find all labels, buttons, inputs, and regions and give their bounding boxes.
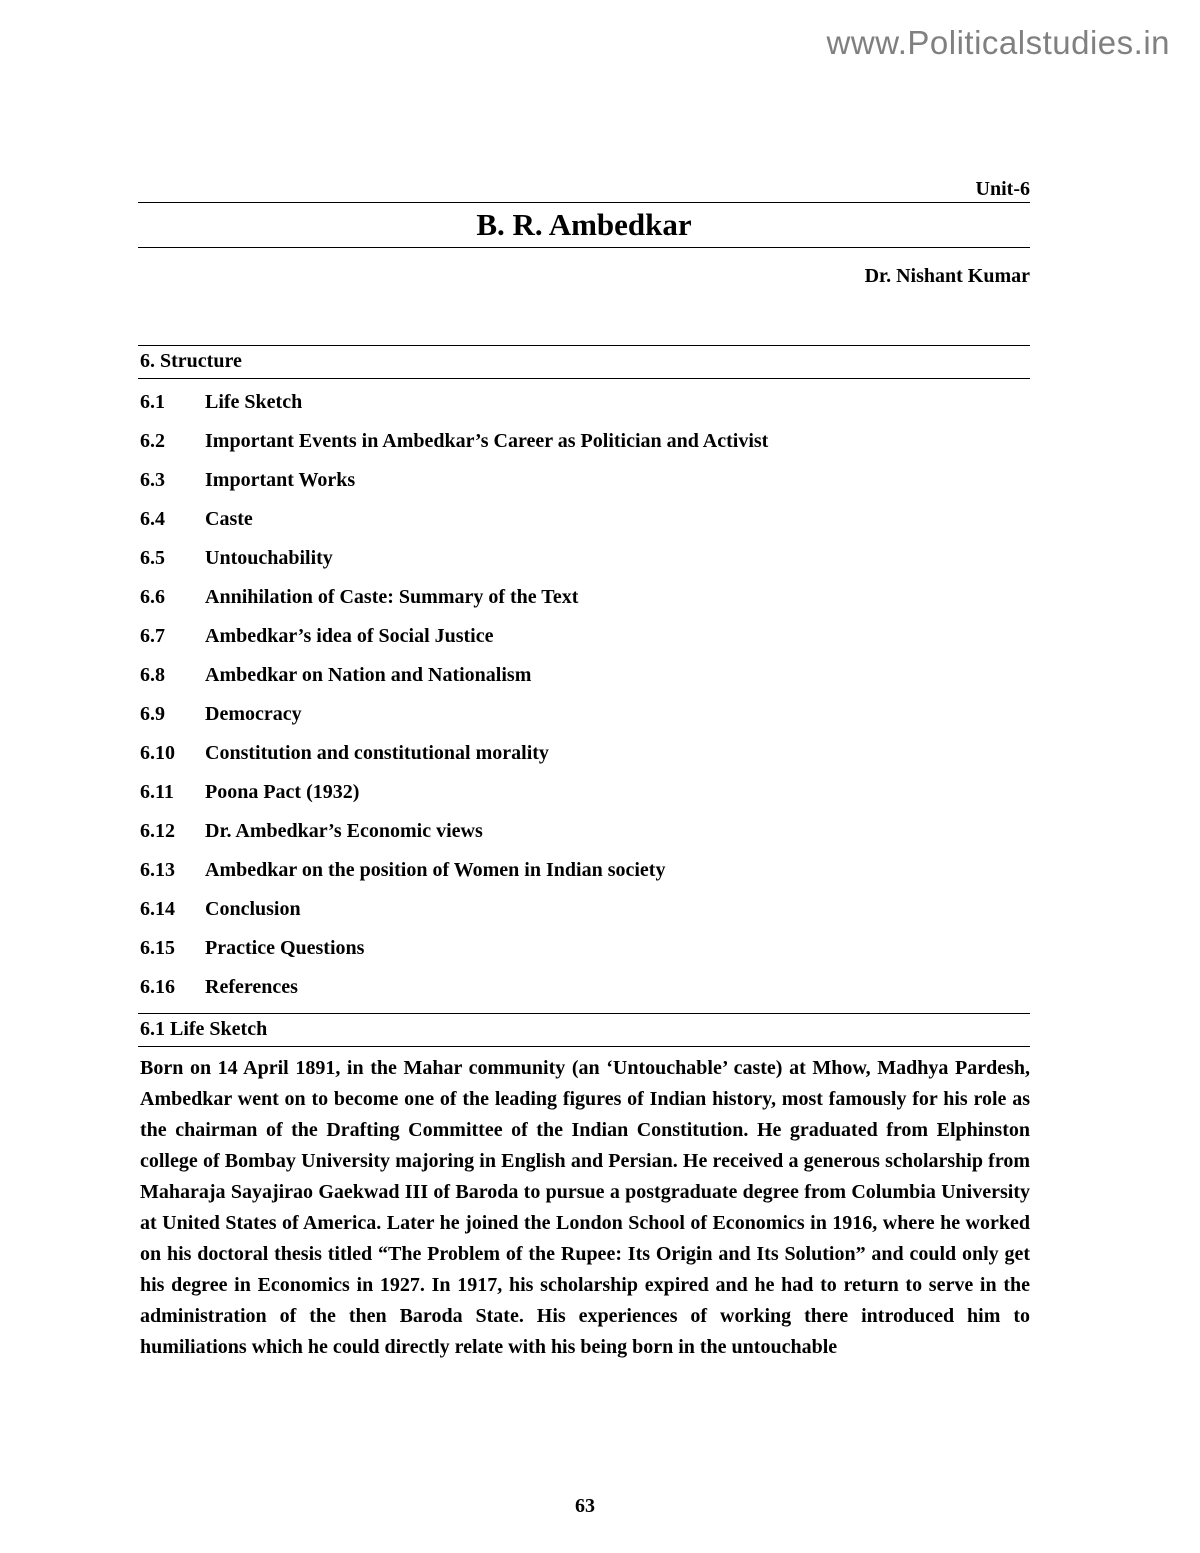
structure-item-label: Constitution and constitutional morality [205,742,549,764]
structure-item-label: Important Events in Ambedkar’s Career as Politician and Activist [205,430,769,452]
structure-item [138,812,1030,851]
structure-list [138,383,1030,1007]
structure-item-label: Ambedkar on Nation and Nationalism [205,664,532,686]
structure-item-number: 6.10 [140,742,175,764]
structure-item-label: Practice Questions [205,937,365,959]
page-content [138,176,1030,1363]
author-name: Dr. Nishant Kumar [864,265,1030,287]
structure-item-label: Conclusion [205,898,301,920]
structure-item [138,734,1030,773]
structure-item [138,695,1030,734]
structure-item-label: Untouchability [205,547,333,569]
structure-item [138,500,1030,539]
structure-item [138,773,1030,812]
structure-item-number: 6.15 [140,937,175,959]
life-sketch-bottom-rule [138,1046,1030,1047]
structure-item-number: 6.4 [140,508,165,530]
structure-item [138,383,1030,422]
structure-item [138,461,1030,500]
structure-item [138,578,1030,617]
life-sketch-heading: 6.1 Life Sketch [140,1018,268,1040]
structure-item [138,929,1030,968]
structure-item-label: Life Sketch [205,391,303,413]
structure-item-number: 6.8 [140,664,165,686]
title-rule [138,247,1030,248]
structure-item-number: 6.2 [140,430,165,452]
structure-item [138,656,1030,695]
structure-item-number: 6.11 [140,781,174,803]
life-sketch-paragraph: Born on 14 April 1891, in the Mahar community (an ‘Untouchable’ caste) at Mhow, Madhya Pardesh, Ambedkar went on to become one of the leading figures of Indian history, most famously for his role as the chairman of the Drafting Committee of the Indian Constitution. He graduated from Elphinston college of Bombay University majoring in English and Persian. He received a generous scholarship from Maharaja Sayajirao Gaekwad III of Baroda to pursue a postgraduate degree from Columbia University at United States of America. Later he joined the London School of Economics in 1916, where he worked on his doctoral thesis titled “The Problem of the Rupee: Its Origin and Its Solution” and could only get his degree in Economics in 1927. In 1917, his scholarship expired and he had to return to serve in the administration of the then Baroda State. His experiences of working there introduced him to humiliations which he could directly relate with his being born in the untouchable [140,1057,1030,1358]
structure-item-number: 6.7 [140,625,165,647]
structure-bottom-rule [138,378,1030,379]
structure-item [138,851,1030,890]
structure-heading: 6. Structure [140,350,242,372]
structure-item-number: 6.5 [140,547,165,569]
page-number: 63 [575,1495,595,1517]
unit-label: Unit-6 [975,178,1030,200]
structure-item-number: 6.9 [140,703,165,725]
structure-item-number: 6.1 [140,391,165,413]
structure-item-label: Poona Pact (1932) [205,781,360,803]
structure-item-label: Democracy [205,703,302,725]
structure-item-label: Caste [205,508,253,530]
structure-item-number: 6.6 [140,586,165,608]
structure-item-label: Dr. Ambedkar’s Economic views [205,820,483,842]
structure-item-label: Ambedkar’s idea of Social Justice [205,625,494,647]
structure-item [138,617,1030,656]
structure-item-label: Annihilation of Caste: Summary of the Text [205,586,579,608]
structure-item [138,422,1030,461]
structure-item [138,968,1030,1007]
structure-item-number: 6.16 [140,976,175,998]
structure-item-label: References [205,976,298,998]
watermark-url: www.Politicalstudies.in [826,24,1170,61]
structure-item-label: Important Works [205,469,356,491]
structure-item-label: Ambedkar on the position of Women in Indian society [205,859,666,881]
structure-item [138,539,1030,578]
structure-item-number: 6.12 [140,820,175,842]
chapter-title: B. R. Ambedkar [476,207,692,242]
structure-item-number: 6.13 [140,859,175,881]
structure-item-number: 6.3 [140,469,165,491]
structure-item-number: 6.14 [140,898,175,920]
structure-item [138,890,1030,929]
